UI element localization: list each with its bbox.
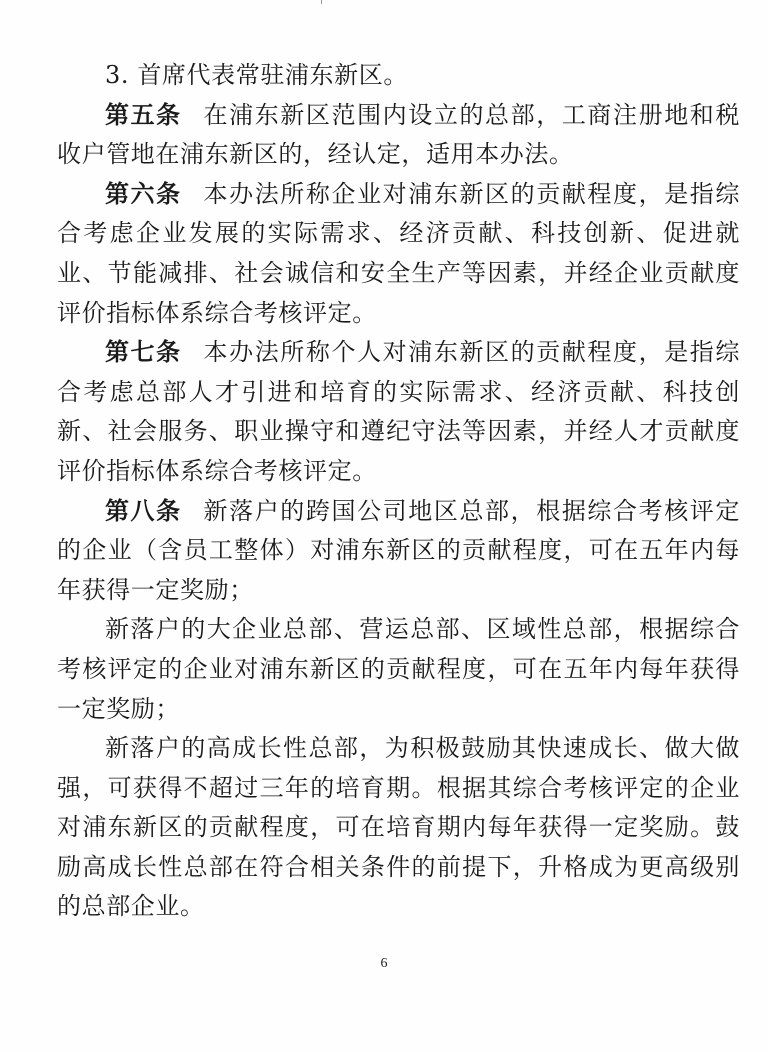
paragraph-text: 本办法所称个人对浦东新区的贡献程度，是指综合考虑总部人才引进和培育的实际需求、经济贡献、科技创新、社会服务、职业操守和遵纪守法等因素，并经人才贡献度评价指标体系综合考核评定。 <box>57 338 741 485</box>
article-number: 第六条 <box>105 179 182 208</box>
paragraph-article-8 <box>57 492 740 611</box>
article-number: 第五条 <box>105 100 182 129</box>
document-body <box>57 56 740 927</box>
paragraph-text: 新落户的跨国公司地区总部，根据综合考核评定的企业（含员工整体）对浦东新区的贡献程度，可在五年内每年获得一定奖励； <box>57 496 741 604</box>
article-number: 第八条 <box>105 496 182 525</box>
paragraph-text: 本办法所称企业对浦东新区的贡献程度，是指综合考虑企业发展的实际需求、经济贡献、科技创新、促进就业、节能减排、社会诚信和安全生产等因素，并经企业贡献度评价指标体系综合考核评定。 <box>57 179 741 327</box>
paragraph-text: 在浦东新区范围内设立的总部，工商注册地和税收户管地在浦东新区的，经认定，适用本办法。 <box>57 100 741 169</box>
paragraph-text: 新落户的高成长性总部，为积极鼓励其快速成长、做大做强，可获得不超过三年的培育期。根据其综合考核评定的企业对浦东新区的贡献程度，可在培育期内每年获得一定奖励。鼓励高成长性总部在符合相关条件的前提下，升格成为更高级别的总部企业。 <box>57 734 740 921</box>
paragraph-article-5 <box>57 96 740 175</box>
page-number: 6 <box>380 956 388 971</box>
paragraph-article-6 <box>57 175 740 333</box>
paragraph-article-7 <box>57 333 740 491</box>
paragraph-high-growth <box>57 729 740 927</box>
paragraph-text: 3. 首席代表常驻浦东新区。 <box>105 61 408 89</box>
scan-speck <box>321 0 322 4</box>
article-number: 第七条 <box>105 338 182 367</box>
paragraph-text: 新落户的大企业总部、营运总部、区域性总部，根据综合考核评定的企业对浦东新区的贡献程度，可在五年内每年获得一定奖励； <box>57 615 740 723</box>
paragraph-item-3 <box>57 56 740 96</box>
paragraph-large-enterprise <box>57 610 740 729</box>
